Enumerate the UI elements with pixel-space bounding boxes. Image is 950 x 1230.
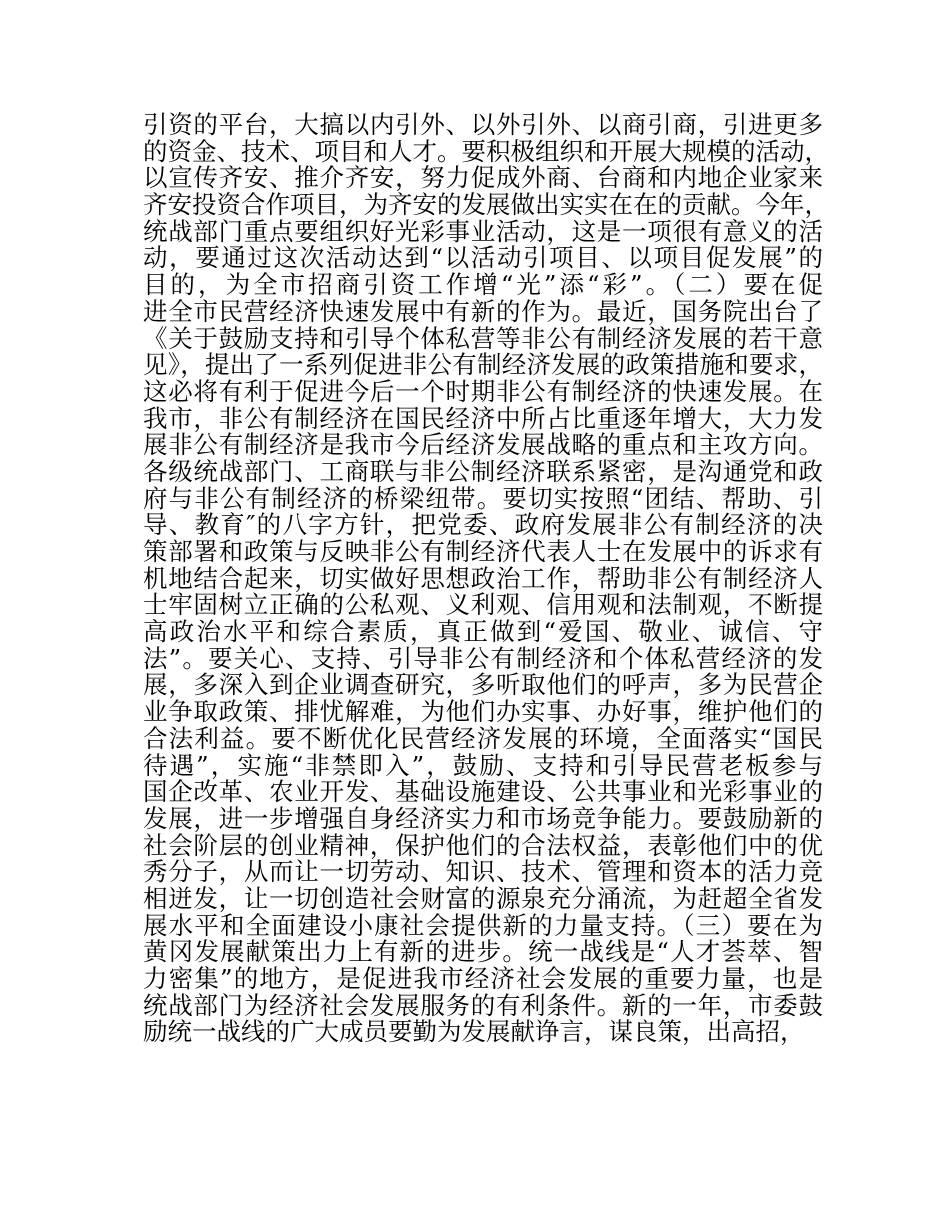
text-line: 见》，提出了一系列促进非公有制经济发展的政策措施和要求， [143, 350, 823, 380]
text-line: 高政治水平和综合素质，真正做到“爱国、敬业、诚信、守 [143, 617, 823, 647]
text-line: 府与非公有制经济的桥梁纽带。要切实按照“团结、帮助、引 [143, 483, 823, 513]
text-line: 进全市民营经济快速发展中有新的作为。最近，国务院出台了 [143, 296, 823, 326]
text-line: 这必将有利于促进今后一个时期非公有制经济的快速发展。在 [143, 376, 823, 406]
text-line: 展非公有制经济是我市今后经济发展战略的重点和主攻方向。 [143, 430, 823, 460]
text-line: 业争取政策、排忧解难，为他们办实事、办好事，维护他们的 [143, 697, 823, 727]
text-line: 相迸发，让一切创造社会财富的源泉充分涌流，为赶超全省发 [143, 883, 823, 913]
text-line: 以宣传齐安、推介齐安，努力促成外商、台商和内地企业家来 [143, 163, 823, 193]
text-line: 力密集”的地方，是促进我市经济社会发展的重要力量，也是 [143, 964, 823, 993]
text-line: 展，多深入到企业调查研究，多听取他们的呼声，多为民营企 [143, 670, 823, 700]
text-line: 各级统战部门、工商联与非公制经济联系紧密，是沟通党和政 [143, 456, 823, 486]
text-line: 国企改革、农业开发、基础设施建设、公共事业和光彩事业的 [143, 777, 823, 807]
text-line: 统战部门重点要组织好光彩事业活动，这是一项很有意义的活 [143, 216, 823, 246]
text-line: 合法利益。要不断优化民营经济发展的环境，全面落实“国民 [143, 723, 823, 753]
text-line: 统战部门为经济社会发展服务的有利条件。新的一年，市委鼓 [143, 990, 823, 1020]
text-line: 黄冈发展献策出力上有新的进步。统一战线是“人才荟萃、智 [143, 937, 823, 967]
text-line: 我市，非公有制经济在国民经济中所占比重逐年增大，大力发 [143, 403, 823, 433]
text-line: 励统一战线的广大成员要勤为发展献诤言，谋良策，出高招， [143, 1017, 805, 1047]
text-line: 待遇”，实施“非禁即入”，鼓励、支持和引导民营老板参与 [143, 750, 823, 780]
text-line: 齐安投资合作项目，为齐安的发展做出实实在在的贡献。今年， [143, 190, 829, 220]
text-line: 机地结合起来，切实做好思想政治工作，帮助非公有制经济人 [143, 563, 823, 593]
text-line: 社会阶层的创业精神，保护他们的合法权益，表彰他们中的优 [143, 830, 823, 860]
text-line: 法”。要关心、支持、引导非公有制经济和个体私营经济的发 [143, 643, 823, 673]
text-line: 秀分子，从而让一切劳动、知识、技术、管理和资本的活力竞 [143, 857, 823, 887]
text-line: 《关于鼓励支持和引导个体私营等非公有制经济发展的若干意 [143, 323, 823, 353]
text-line: 展水平和全面建设小康社会提供新的力量支持。（三）要在为 [143, 910, 823, 940]
body-text [143, 110, 829, 1047]
text-line: 目的，为全市招商引资工作增“光”添“彩”。（二）要在促 [143, 270, 823, 300]
text-line: 的资金、技术、项目和人才。要积极组织和开展大规模的活动， [143, 136, 829, 166]
text-line: 策部署和政策与反映非公有制经济代表人士在发展中的诉求有 [143, 537, 823, 566]
text-line: 引资的平台，大搞以内引外、以外引外、以商引商，引进更多 [143, 110, 823, 139]
text-line: 导、教育″的八字方针，把党委、政府发展非公有制经济的决 [143, 510, 823, 540]
text-line: 发展，进一步增强自身经济实力和市场竞争能力。要鼓励新的 [143, 803, 823, 833]
text-line: 动，要通过这次活动达到“以活动引项目、以项目促发展”的 [143, 243, 823, 273]
text-line: 士牢固树立正确的公私观、义利观、信用观和法制观，不断提 [143, 590, 823, 620]
